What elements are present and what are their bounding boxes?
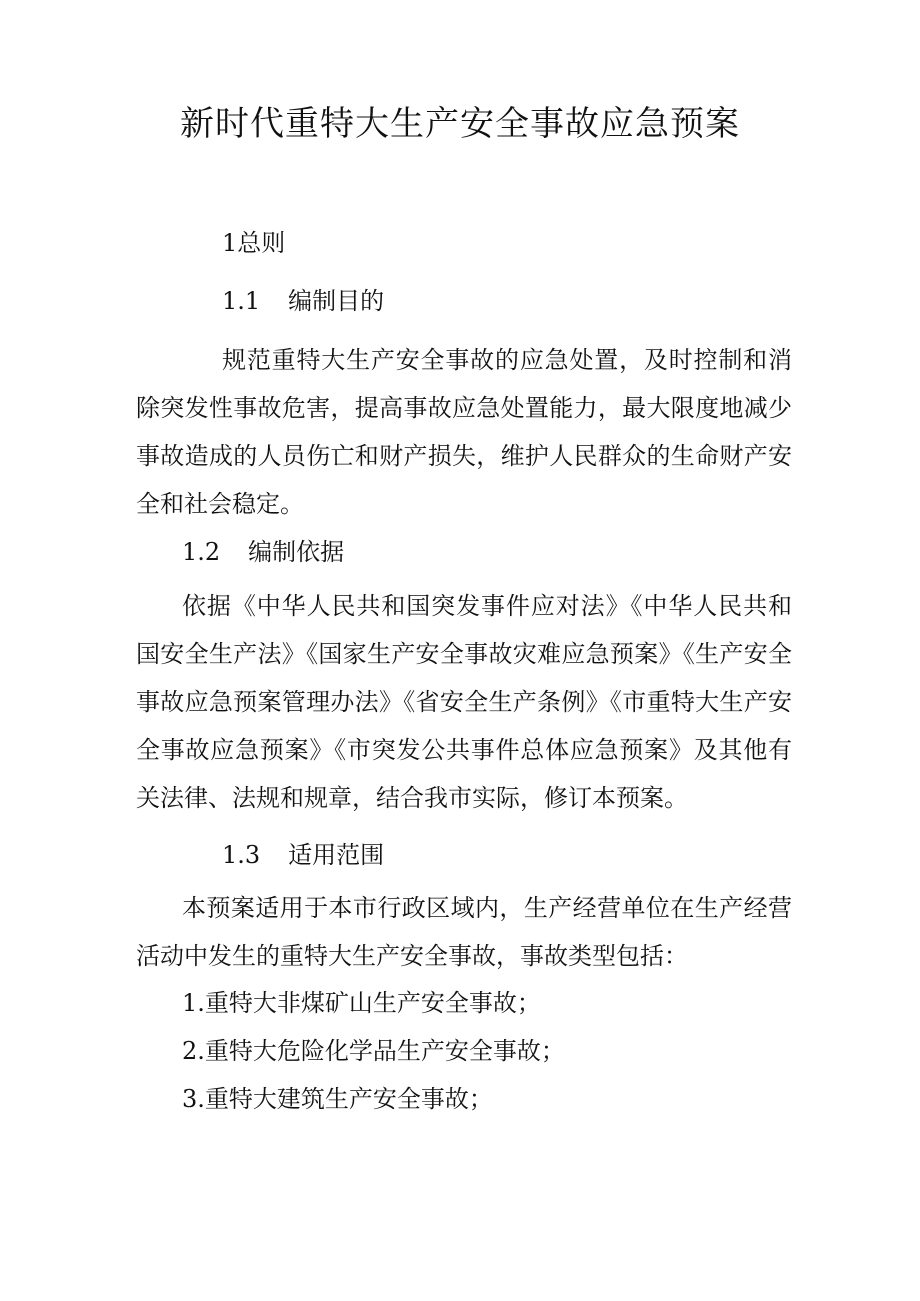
list-item: 1.重特大非煤矿山生产安全事故； — [182, 989, 541, 1017]
list-item: 2.重特大危险化学品生产安全事故； — [182, 1037, 565, 1065]
subsection-title: 编制依据 — [248, 538, 345, 566]
subsection-heading-1-1 — [222, 284, 384, 318]
subsection-title: 适用范围 — [288, 841, 385, 869]
section-heading: 1总则 — [222, 229, 286, 257]
subsection-number: 1.2 — [182, 538, 221, 566]
subsection-heading-1-2 — [182, 535, 344, 569]
subsection-title: 编制目的 — [288, 287, 385, 315]
subsection-heading-1-3 — [222, 838, 384, 872]
paragraph-purpose: 规范重特大生产安全事故的应急处置，及时控制和消除突发性事故危害，提高事故应急处置能力，最大限度地减少事故造成的人员伤亡和财产损失，维护人民群众的生命财产安全和社会稳定。 — [136, 346, 792, 518]
document-title: 新时代重特大生产安全事故应急预案 — [180, 104, 740, 144]
subsection-number: 1.1 — [222, 287, 261, 315]
subsection-number: 1.3 — [222, 841, 261, 869]
list-item: 3.重特大建筑生产安全事故； — [182, 1085, 493, 1113]
paragraph-basis: 依据《中华人民共和国突发事件应对法》《中华人民共和国安全生产法》《国家生产安全事故灾难应急预案》《生产安全事故应急预案管理办法》《省安全生产条例》《市重特大生产安全事故应急预案》《市突发公共事件总体应急预案》及其他有关法律、法规和规章，结合我市实际，修订本预案。 — [136, 592, 792, 812]
paragraph-scope: 本预案适用于本市行政区域内，生产经营单位在生产经营活动中发生的重特大生产安全事故，事故类型包括： — [136, 894, 792, 970]
